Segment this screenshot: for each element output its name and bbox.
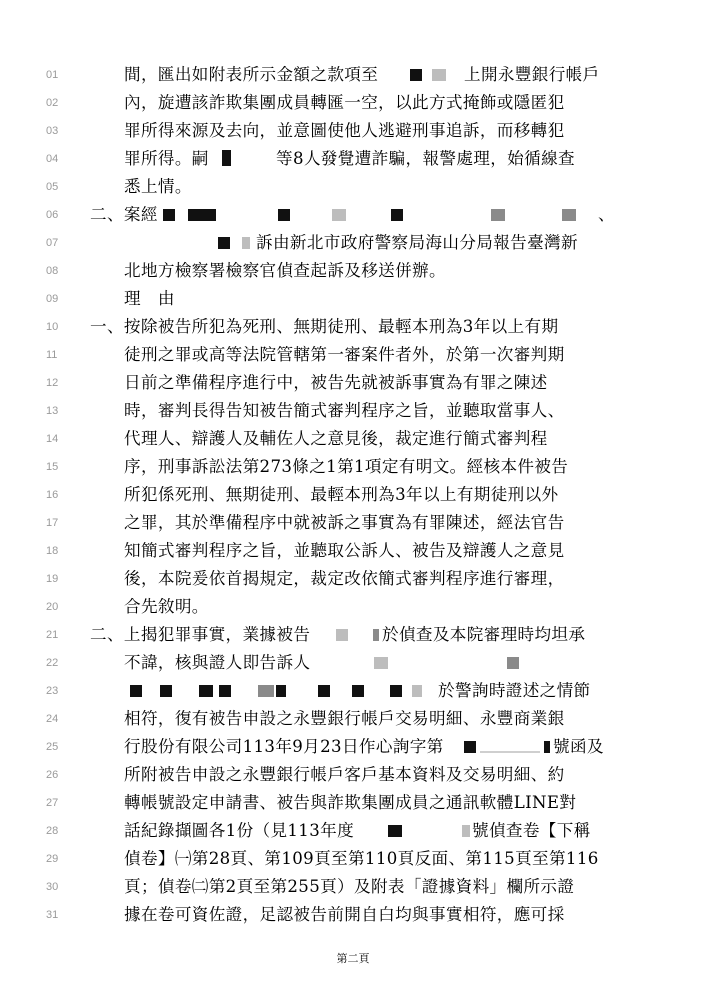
line-09: [0, 285, 706, 313]
redaction-block: [219, 685, 231, 697]
line-number: 16: [46, 489, 59, 501]
line-27: [0, 789, 706, 817]
line-text: 據在卷可資佐證，足認被告前開自白均與事實相符，應可採: [124, 905, 565, 924]
line-text: 日前之準備程序進行中，被告先就被訴事實為有罪之陳述: [124, 373, 548, 392]
line-number: 02: [46, 97, 59, 109]
line-text: 之罪，其於準備程序中就被訴之事實為有罪陳述，經法官告: [124, 513, 565, 532]
line-text: 悉上情。: [124, 177, 192, 196]
line-number: 27: [46, 797, 59, 809]
line-number: 19: [46, 573, 59, 585]
line-number: 23: [46, 685, 59, 697]
line-text-tail: 於偵查及本院審理時均坦承: [382, 625, 586, 644]
redaction-block: [336, 629, 348, 641]
line-13: [0, 397, 706, 425]
line-number: 05: [46, 181, 59, 193]
line-number: 17: [46, 517, 59, 529]
redaction-block: [318, 685, 330, 697]
redaction-block: [432, 69, 446, 81]
redaction-block: [374, 657, 388, 669]
line-number: 13: [46, 405, 59, 417]
line-text-tail: 等8人發覺遭詐騙，報警處理，始循線查: [276, 149, 575, 168]
redaction-block: [507, 657, 519, 669]
line-number: 22: [46, 657, 59, 669]
redaction-block: [222, 150, 231, 166]
line-number: 26: [46, 769, 59, 781]
line-07: [0, 229, 706, 257]
redaction-block: [562, 209, 576, 221]
line-12: [0, 369, 706, 397]
line-number: 31: [46, 909, 59, 921]
redaction-block: [258, 685, 274, 697]
line-20: [0, 593, 706, 621]
line-number: 07: [46, 237, 59, 249]
redaction-block: [242, 237, 250, 249]
line-number: 15: [46, 461, 59, 473]
line-15: [0, 453, 706, 481]
line-30: [0, 873, 706, 901]
line-19: [0, 565, 706, 593]
line-number: 30: [46, 881, 59, 893]
line-text: 頁；偵卷㈡第2頁至第255頁）及附表「證據資料」欄所示證: [124, 877, 575, 896]
line-number: 20: [46, 601, 59, 613]
section-heading: 理 由: [124, 289, 175, 308]
line-01: [0, 61, 706, 89]
line-text: 徒刑之罪或高等法院管轄第一審案件者外，於第一次審判期: [124, 345, 565, 364]
line-text: 所犯係死刑、無期徒刑、最輕本刑為3年以上有期徒刑以外: [124, 485, 559, 504]
line-number: 06: [46, 209, 59, 221]
line-number: 10: [46, 321, 59, 333]
redaction-block: [218, 237, 230, 249]
redaction-block: [391, 209, 403, 221]
line-text: 二、上揭犯罪事實，業據被告: [90, 625, 311, 644]
line-number: 12: [46, 377, 59, 389]
page-footer: 第二頁: [336, 952, 370, 965]
line-02: [0, 89, 706, 117]
line-text-tail: 於警詢時證述之情節: [438, 681, 591, 700]
redaction-block: [188, 209, 216, 221]
line-16: [0, 481, 706, 509]
line-number: 25: [46, 741, 59, 753]
line-text: 二、案經: [90, 205, 158, 224]
line-03: [0, 117, 706, 145]
redaction-block: [412, 685, 422, 697]
line-29: [0, 845, 706, 873]
line-text: 序，刑事訴訟法第273條之1第1項定有明文。經核本件被告: [124, 457, 569, 476]
line-text-tail: 號函及: [553, 737, 604, 756]
redaction-block: [160, 685, 172, 697]
line-25: [0, 733, 706, 761]
line-number: 21: [46, 629, 59, 641]
line-number: 11: [46, 349, 58, 361]
line-number: 14: [46, 433, 59, 445]
line-text: 行股份有限公司113年9月23日作心詢字第: [124, 737, 444, 756]
line-text: 罪所得。嗣: [124, 149, 209, 168]
redaction-block: [390, 685, 402, 697]
line-04: [0, 145, 706, 173]
line-text: 一、按除被告所犯為死刑、無期徒刑、最輕本刑為3年以上有期: [90, 317, 559, 336]
redaction-block: [388, 825, 402, 837]
line-number: 04: [46, 153, 59, 165]
line-31: [0, 901, 706, 929]
line-number: 08: [46, 265, 59, 277]
line-22: [0, 649, 706, 677]
redaction-block: [130, 685, 142, 697]
line-26: [0, 761, 706, 789]
line-text-tail: 號偵查卷【下稱: [472, 821, 591, 840]
line-text: 合先敘明。: [124, 597, 209, 616]
line-text: 時，審判長得告知被告簡式審判程序之旨，並聽取當事人、: [124, 401, 565, 420]
line-17: [0, 509, 706, 537]
line-21: [0, 621, 706, 649]
line-text: 轉帳號設定申請書、被告與詐欺集團成員之通訊軟體LINE對: [124, 793, 577, 812]
redaction-block: [278, 209, 290, 221]
line-text: 話紀錄擷圖各1份（見113年度: [124, 821, 355, 840]
redaction-block: [491, 209, 505, 221]
line-text: 訴由新北市政府警察局海山分局報告臺灣新: [256, 233, 578, 252]
redaction-block: [352, 685, 364, 697]
redaction-block: [373, 629, 379, 641]
line-06: [0, 201, 706, 229]
line-10: [0, 313, 706, 341]
line-text: 不諱，核與證人即告訴人: [124, 653, 311, 672]
line-05: [0, 173, 706, 201]
line-text: 代理人、辯護人及輔佐人之意見後，裁定進行簡式審判程: [124, 429, 548, 448]
redaction-block: [544, 741, 550, 753]
line-text: 後，本院爰依首揭規定，裁定改依簡式審判程序進行審理，: [124, 569, 565, 588]
redaction-block: [199, 685, 213, 697]
line-24: [0, 705, 706, 733]
line-text: 所附被告申設之永豐銀行帳戶客戶基本資料及交易明細、約: [124, 765, 565, 784]
line-28: [0, 817, 706, 845]
redaction-block: [332, 209, 346, 221]
line-23: [0, 677, 706, 705]
line-text-tail: 、: [598, 205, 615, 224]
line-number: 28: [46, 825, 59, 837]
redaction-block: [163, 209, 175, 221]
line-11: [0, 341, 706, 369]
redaction-block: [276, 685, 286, 697]
line-text: 內，旋遭該詐欺集團成員轉匯一空，以此方式掩飾或隱匿犯: [124, 93, 565, 112]
redaction-block: [410, 69, 422, 81]
line-number: 01: [46, 69, 59, 81]
line-text-tail: 上開永豐銀行帳戶: [464, 65, 600, 84]
redaction-block: [480, 751, 540, 753]
line-08: [0, 257, 706, 285]
redaction-block: [462, 825, 470, 837]
line-text: 偵卷】㈠第28頁、第109頁至第110頁反面、第115頁至第116: [124, 849, 599, 868]
line-number: 03: [46, 125, 59, 137]
line-number: 29: [46, 853, 59, 865]
line-text: 罪所得來源及去向，並意圖使他人逃避刑事追訴，而移轉犯: [124, 121, 565, 140]
redaction-block: [464, 741, 476, 753]
line-text: 相符，復有被告申設之永豐銀行帳戶交易明細、永豐商業銀: [124, 709, 565, 728]
line-number: 18: [46, 545, 59, 557]
line-text: 間，匯出如附表所示金額之款項至: [124, 65, 379, 84]
line-number: 24: [46, 713, 59, 725]
line-text: 知簡式審判程序之旨，並聽取公訴人、被告及辯護人之意見: [124, 541, 565, 560]
line-number: 09: [46, 293, 59, 305]
line-18: [0, 537, 706, 565]
line-14: [0, 425, 706, 453]
line-text: 北地方檢察署檢察官偵查起訴及移送併辦。: [124, 261, 446, 280]
